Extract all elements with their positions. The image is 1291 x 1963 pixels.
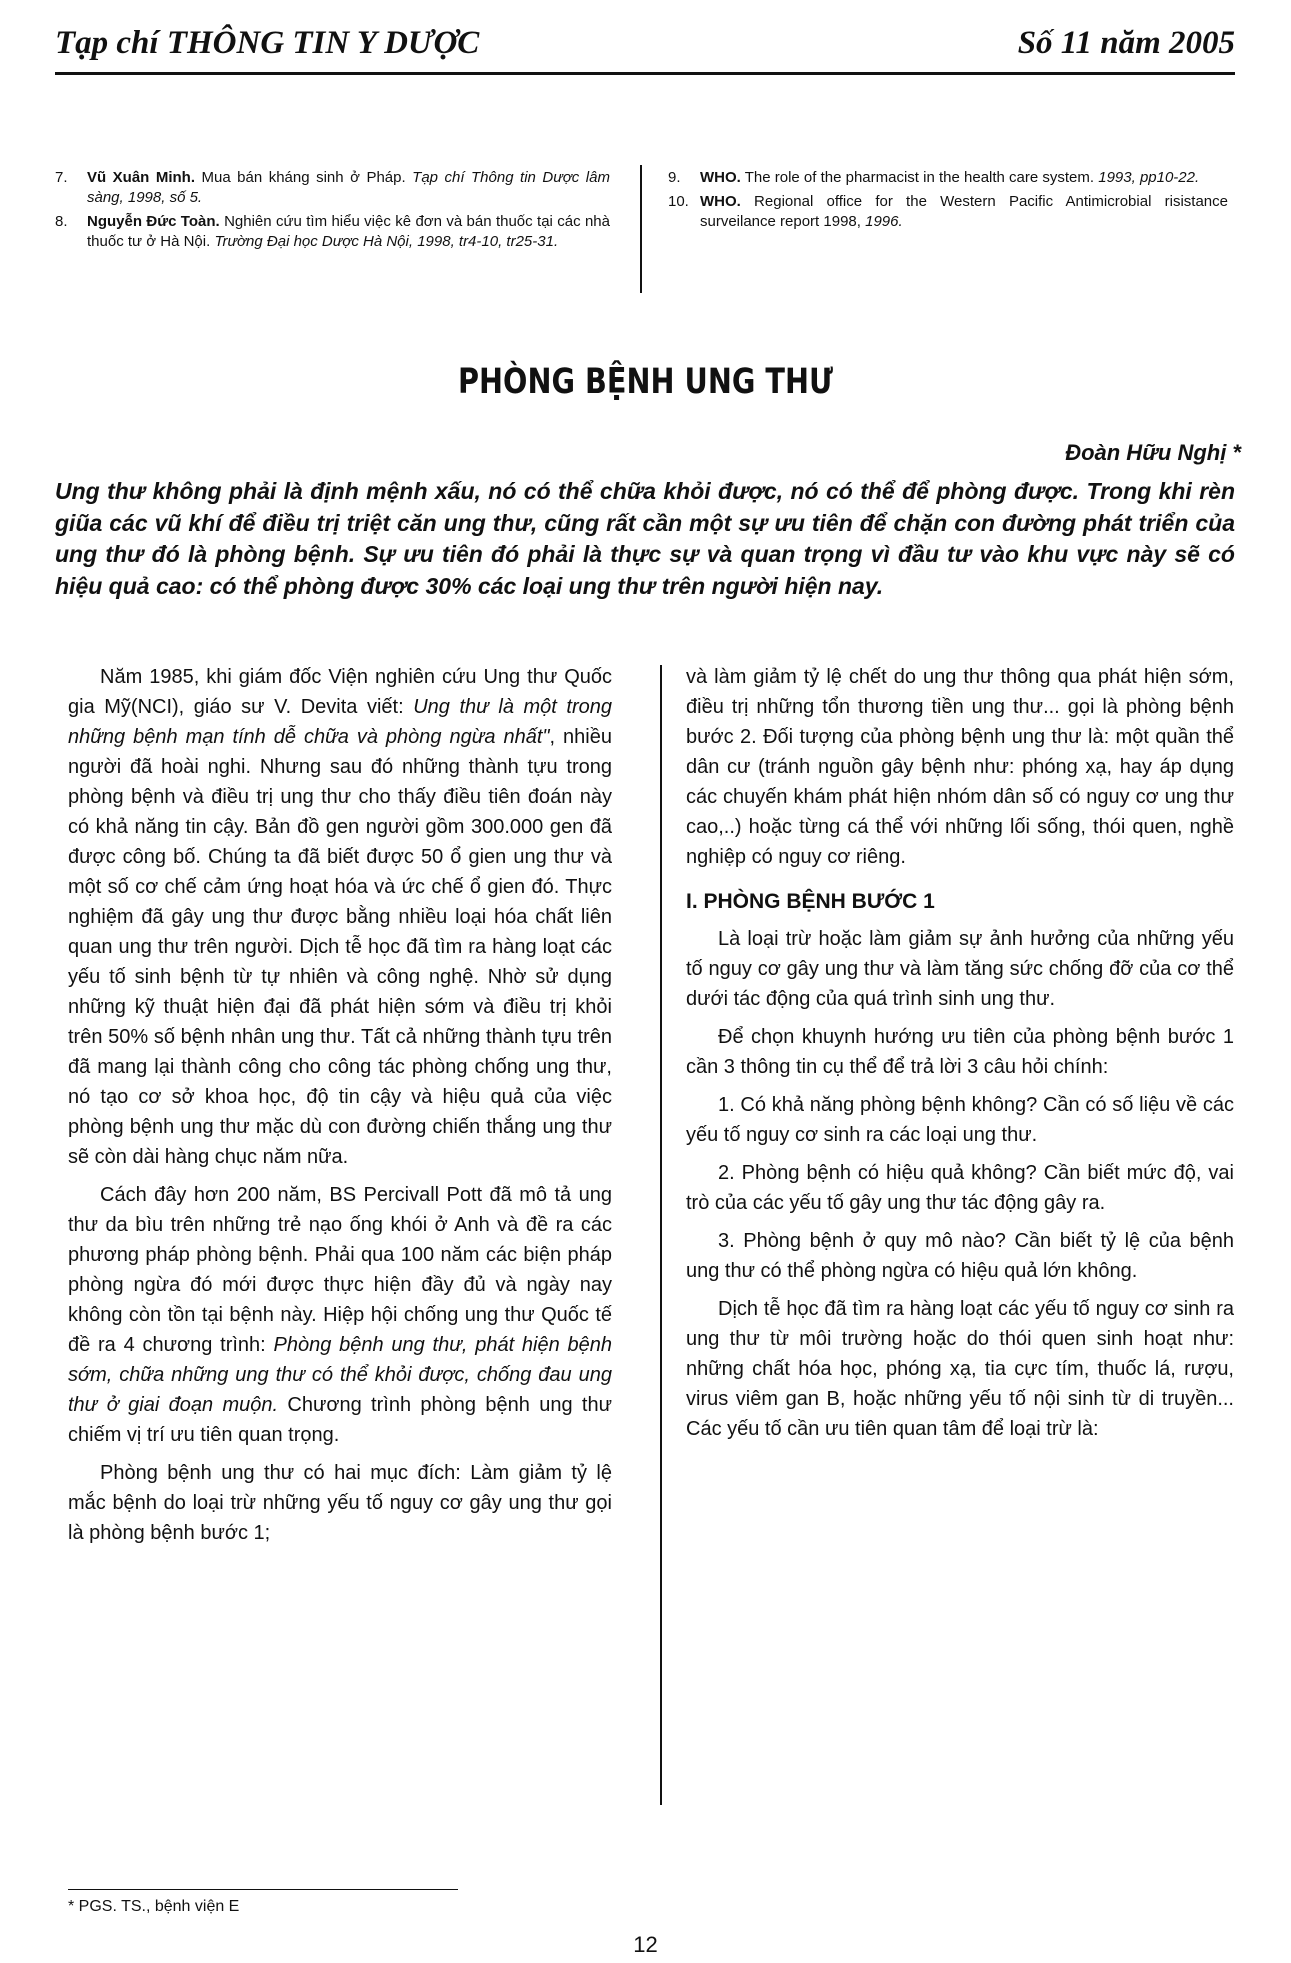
question-item: 3. Phòng bệnh ở quy mô nào? Cần biết tỷ lệ của bệnh ung thư có thể phòng ngừa có hiệu quả lớn không.: [686, 1229, 1234, 1282]
article-author: Đoàn Hữu Nghị *: [1065, 440, 1241, 465]
journal-title: Tạp chí THÔNG TIN Y DƯỢC: [55, 25, 480, 61]
reference-item: 10. WHO. Regional office for the Western Pacific Antimicrobial risistance surveilance report 1998, 1996.: [668, 192, 1228, 230]
reference-item: 8. Nguyễn Đức Toàn. Nghiên cứu tìm hiểu việc kê đơn và bán thuốc tại các nhà thuốc tư ở Hà Nội. Trường Đại học Dược Hà Nội, 1998, tr4-10, tr25-31.: [55, 212, 610, 250]
question-item: 2. Phòng bệnh có hiệu quả không? Cần biết mức độ, vai trò của các yếu tố gây ung thư tác động gây ra.: [686, 1161, 1234, 1214]
paragraph: Dịch tễ học đã tìm ra hàng loạt các yếu tố nguy cơ sinh ra ung thư từ môi trường hoặc do thói quen sinh hoạt như: những chất hóa học, phóng xạ, tia cực tím, thuốc lá, rượu, virus viêm gan B, hoặc những yếu tố nội sinh từ di truyền... Các yếu tố cần ưu tiên quan tâm để loại trừ là:: [686, 1297, 1234, 1440]
question-item: 1. Có khả năng phòng bệnh không? Cần có số liệu về các yếu tố nguy cơ sinh ra các loại ung thư.: [686, 1093, 1234, 1146]
footnote-rule: [68, 1889, 458, 1890]
body-column-right: [686, 662, 1234, 1452]
reference-item: 7. Vũ Xuân Minh. Mua bán kháng sinh ở Pháp. Tạp chí Thông tin Dược lâm sàng, 1998, số 5.: [55, 169, 610, 206]
article-abstract: Ung thư không phải là định mệnh xấu, nó có thể chữa khỏi được, nó có thể để phòng được. Trong khi rèn giũa các vũ khí để điều trị triệt căn ung thư, cũng rất cần một sự ưu tiên để chặn con đường phát triển của ung thư đó là phòng bệnh. Sự ưu tiên đó phải là thực sự và quan trọng vì đầu tư vào khu vực này sẽ có hiệu quả cao: có thể phòng được 30% các loại ung thư trên người hiện nay.: [55, 478, 1235, 599]
body-column-left: [68, 662, 612, 1556]
references-right: [668, 168, 1228, 236]
footnote: * PGS. TS., bệnh viện E: [68, 1898, 240, 1915]
paragraph: Là loại trừ hoặc làm giảm sự ảnh hưởng của những yếu tố nguy cơ gây ung thư và làm tăng sức chống đỡ của cơ thể dưới tác động của quá trình sinh ung thư.: [686, 927, 1234, 1010]
reference-item: 9. WHO. The role of the pharmacist in the health care system. 1993, pp10-22.: [668, 169, 1200, 186]
section-heading: I. PHÒNG BỆNH BƯỚC 1: [686, 890, 935, 913]
issue-label: Số 11 năm 2005: [1017, 25, 1235, 61]
paragraph: Năm 1985, khi giám đốc Viện nghiên cứu Ung thư Quốc gia Mỹ(NCI), giáo sư V. Devita viết: Ung thư là một trong những bệnh mạn tính dễ chữa và phòng ngừa nhất", nhiều người đã hoài nghi. Nhưng sau đó những thành tựu trong phòng bệnh và điều trị ung thư cho thấy điều tiên đoán này có khả năng tin cậy. Bản đồ gen người gồm 300.000 gen đã được công bố. Chúng ta đã biết được 50 ổ gien ung thư và một số cơ chế cảm ứng hoạt hóa và ức chế ổ gien đó. Thực nghiệm đã gây ung thư được bằng nhiều loại hóa chất liên quan ung thư trên người. Dịch tễ học đã tìm ra hàng loạt các yếu tố sinh bệnh từ tự nhiên và công nghệ. Nhờ sử dụng những kỹ thuật hiện đại đã phát hiện sớm và điều trị khỏi trên 50% số bệnh nhân ung thư. Tất cả những thành tựu trên đã mang lại thành công cho công tác phòng chống ung thư, nó tạo cơ sở khoa học, độ tin cậy và hiệu quả của việc phòng bệnh ung thư mặc dù con đường chiến thắng ung thư sẽ còn dài hàng chục năm nữa.: [68, 666, 612, 1168]
paragraph: Cách đây hơn 200 năm, BS Percivall Pott đã mô tả ung thư da bìu trên những trẻ nạo ống khói ở Anh và đề ra các phương pháp phòng bệnh. Phải qua 100 năm các biện pháp phòng ngừa đó mới được thực hiện đầy đủ và ngày nay không còn tồn tại bệnh này. Hiệp hội chống ung thư Quốc tế đề ra 4 chương trình: Phòng bệnh ung thư, phát hiện bệnh sớm, chữa những ung thư có thể khỏi được, chống đau ung thư ở giai đoạn muộn. Chương trình phòng bệnh ung thư chiếm vị trí ưu tiên quan trọng.: [68, 1184, 612, 1446]
page-number: 12: [633, 1932, 658, 1957]
journal-header: [55, 22, 1235, 75]
references-left: [55, 168, 610, 256]
column-divider: [640, 165, 642, 293]
paragraph: Phòng bệnh ung thư có hai mục đích: Làm giảm tỷ lệ mắc bệnh do loại trừ những yếu tố nguy cơ gây ung thư gọi là phòng bệnh bước 1;: [68, 1462, 612, 1544]
column-divider: [660, 665, 662, 1805]
paragraph: và làm giảm tỷ lệ chết do ung thư thông qua phát hiện sớm, điều trị những tổn thương tiền ung thư... gọi là phòng bệnh bước 2. Đối tượng của phòng bệnh ung thư là: một quần thể dân cư (tránh nguồn gây bệnh như: phóng xạ, hay áp dụng các chuyến khám phát hiện nhóm dân số có nguy cơ ung thư cao,..) hoặc từng cá thể với những lối sống, thói quen, nghề nghiệp có nguy cơ riêng.: [686, 666, 1234, 868]
paragraph: Để chọn khuynh hướng ưu tiên của phòng bệnh bước 1 cần 3 thông tin cụ thể để trả lời 3 câu hỏi chính:: [686, 1025, 1234, 1078]
article-title: PHÒNG BỆNH UNG THƯ: [458, 362, 833, 402]
